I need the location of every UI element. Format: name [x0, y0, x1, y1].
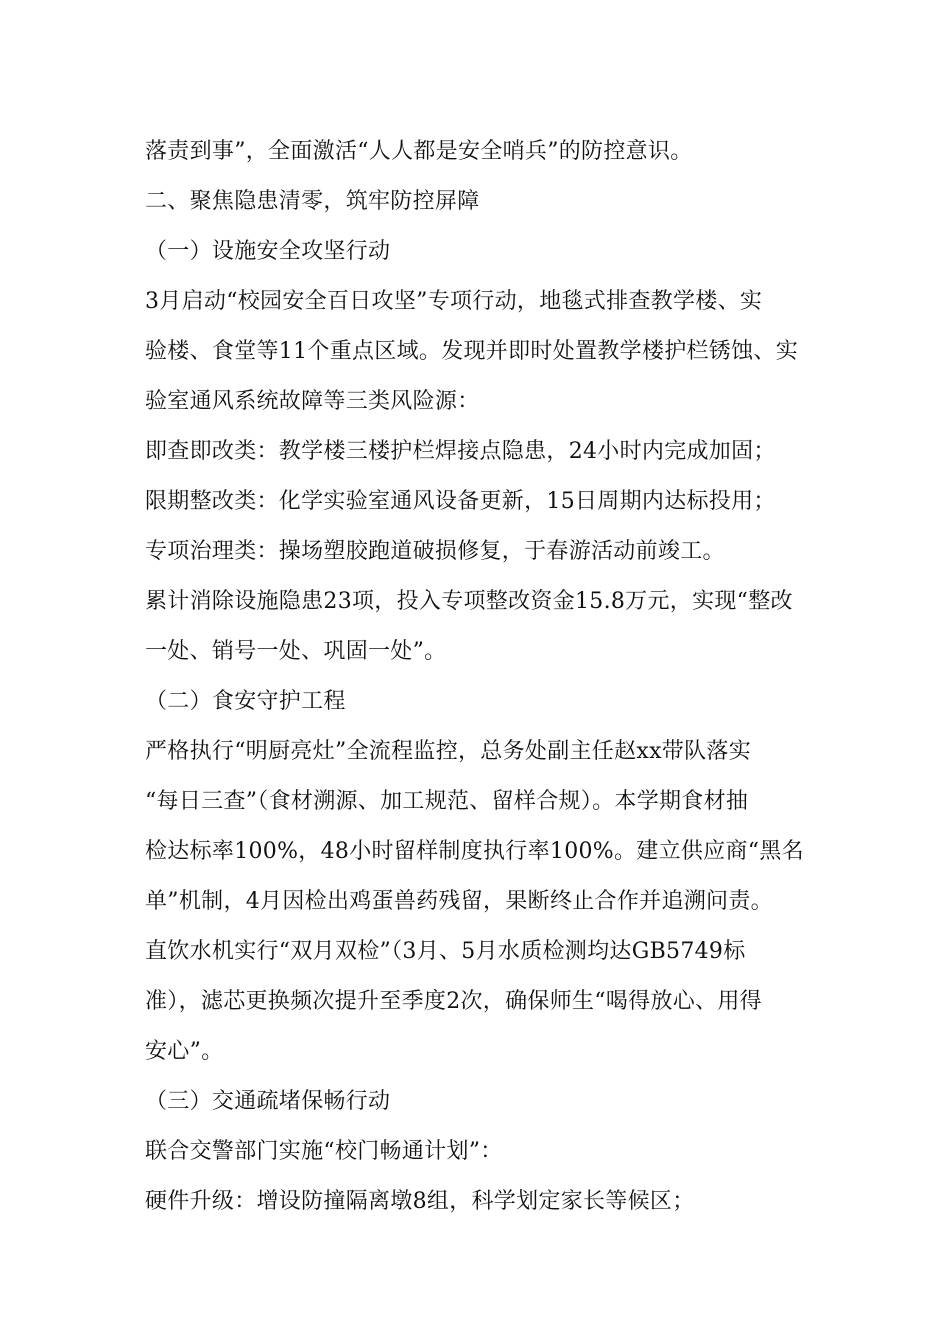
paragraph-line: 直饮水机实行“双月双检”（3月、5月水质检测均达GB5749标: [145, 939, 746, 964]
paragraph-line: 限期整改类：化学实验室通风设备更新，15日周期内达标投用；: [145, 489, 776, 514]
paragraph-line: “每日三查”（食材溯源、加工规范、留样合规）。本学期食材抽: [145, 789, 749, 814]
paragraph-line: 检达标率100%，48小时留样制度执行率100%。建立供应商“黑名: [145, 839, 804, 864]
paragraph-line: 联合交警部门实施“校门畅通计划”：: [145, 1139, 503, 1164]
paragraph-line: 即查即改类：教学楼三楼护栏焊接点隐患，24小时内完成加固；: [145, 439, 776, 464]
subsection-heading: （一）设施安全攻坚行动: [145, 239, 391, 264]
paragraph-line: 准），滤芯更换频次提升至季度2次，确保师生“喝得放心、用得: [145, 989, 762, 1014]
paragraph-line: 一处、销号一处、巩固一处”。: [145, 639, 447, 664]
paragraph-line: 落责到事”，全面激活“人人都是安全哨兵”的防控意识。: [145, 139, 693, 164]
paragraph-line: 硬件升级：增设防撞隔离墩8组，科学划定家长等候区；: [145, 1189, 695, 1214]
paragraph-line: 安心”。: [145, 1039, 224, 1064]
paragraph-line: 验室通风系统故障等三类风险源：: [145, 389, 480, 414]
paragraph-line: 单”机制，4月因检出鸡蛋兽药残留，果断终止合作并追溯问责。: [145, 889, 773, 914]
paragraph-line: 累计消除设施隐患23项，投入专项整改资金15.8万元，实现“整改: [145, 589, 793, 614]
paragraph-line: 严格执行“明厨亮灶”全流程监控，总务处副主任赵xx带队落实: [145, 739, 752, 764]
subsection-heading: （二）食安守护工程: [145, 689, 346, 714]
paragraph-line: 专项治理类：操场塑胶跑道破损修复，于春游活动前竣工。: [145, 539, 725, 564]
paragraph-line: 3月启动“校园安全百日攻坚”专项行动，地毯式排查教学楼、实: [145, 289, 763, 314]
subsection-heading: （三）交通疏堵保畅行动: [145, 1089, 391, 1114]
section-heading: 二、聚焦隐患清零，筑牢防控屏障: [145, 189, 480, 214]
paragraph-line: 验楼、食堂等11个重点区域。发现并即时处置教学楼护栏锈蚀、实: [145, 339, 798, 364]
